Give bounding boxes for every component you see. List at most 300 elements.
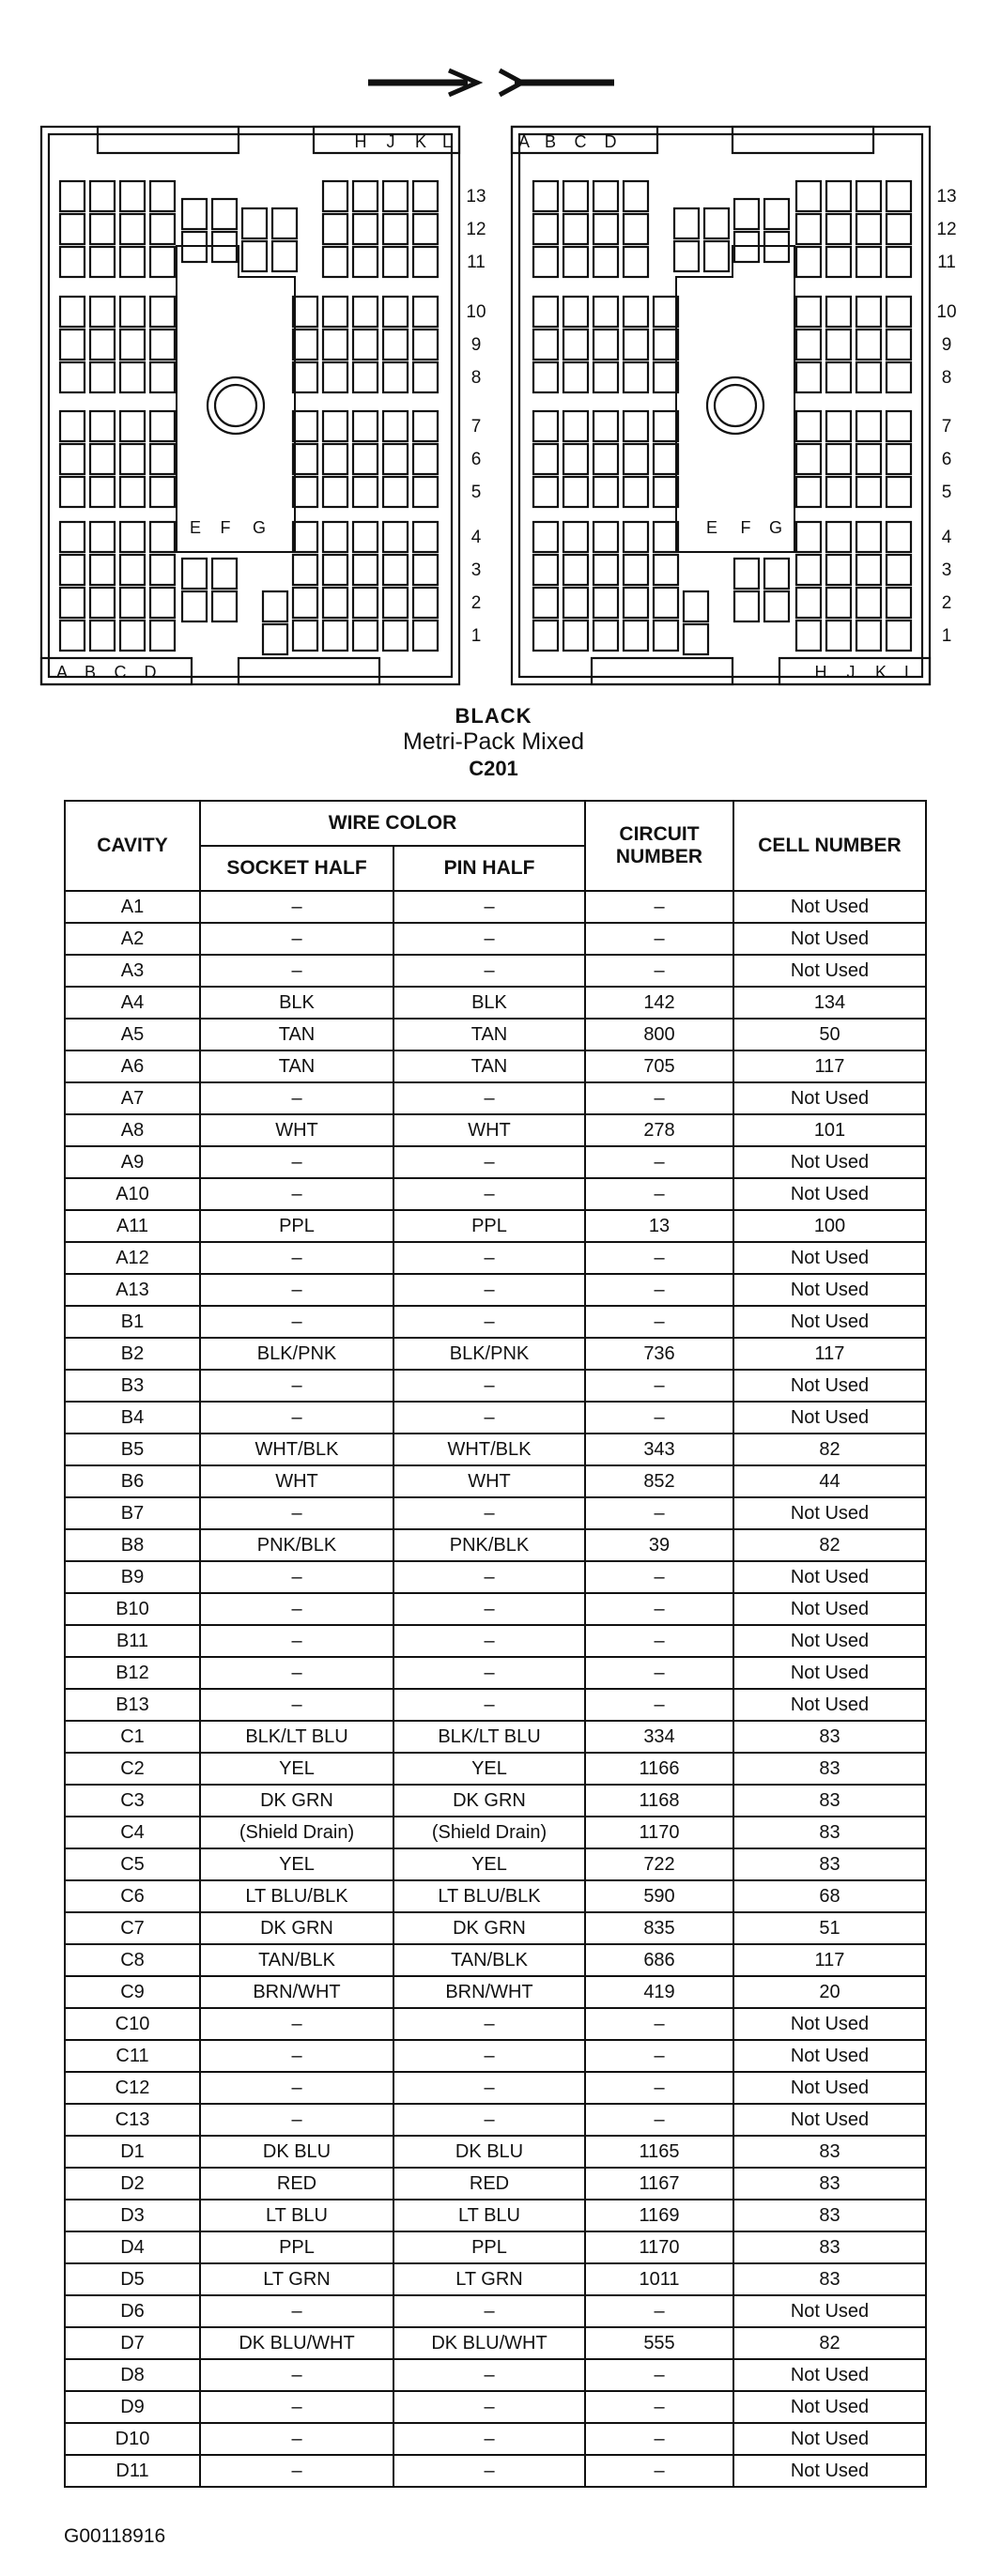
cavity bbox=[826, 330, 851, 360]
cavity bbox=[563, 555, 588, 585]
cell-number-cell: Not Used bbox=[733, 2455, 926, 2487]
cavity bbox=[413, 411, 438, 441]
cavity bbox=[293, 477, 317, 507]
cavity bbox=[120, 181, 145, 211]
cavity-cell: D10 bbox=[65, 2423, 200, 2455]
cavity bbox=[293, 297, 317, 327]
column-letter: D bbox=[144, 663, 157, 682]
cavity bbox=[150, 477, 175, 507]
cell-number-cell: Not Used bbox=[733, 2391, 926, 2423]
cell-number-cell: 83 bbox=[733, 1721, 926, 1753]
circuit-number-cell: – bbox=[585, 1274, 733, 1306]
cavity bbox=[654, 330, 678, 360]
circuit-number-cell: – bbox=[585, 1593, 733, 1625]
circuit-number-cell: 555 bbox=[585, 2327, 733, 2359]
cavity-cell: B9 bbox=[65, 1561, 200, 1593]
cell-number-cell: 83 bbox=[733, 1848, 926, 1880]
cavity bbox=[533, 588, 558, 618]
pin-half-cell: – bbox=[393, 2295, 585, 2327]
cavity bbox=[594, 362, 618, 392]
cell-number-cell: 20 bbox=[733, 1976, 926, 2008]
pin-half-cell: PPL bbox=[393, 1210, 585, 1242]
cavity bbox=[624, 477, 648, 507]
socket-half-cell: RED bbox=[200, 2168, 393, 2200]
cavity bbox=[796, 555, 821, 585]
cavity bbox=[60, 181, 85, 211]
cavity bbox=[533, 362, 558, 392]
table-row bbox=[65, 2168, 926, 2200]
row-number: 7 bbox=[941, 417, 952, 437]
cavity bbox=[856, 477, 881, 507]
table-row bbox=[65, 1146, 926, 1178]
pin-half-cell: BLK/LT BLU bbox=[393, 1721, 585, 1753]
circuit-number-cell: – bbox=[585, 1402, 733, 1434]
cavity bbox=[120, 522, 145, 552]
socket-half-cell: – bbox=[200, 2423, 393, 2455]
cell-number-cell: 82 bbox=[733, 2327, 926, 2359]
circuit-number-cell: – bbox=[585, 2295, 733, 2327]
cavity bbox=[796, 444, 821, 474]
circuit-number-cell: – bbox=[585, 2104, 733, 2136]
circuit-number-cell: – bbox=[585, 1242, 733, 1274]
cavity-cell: D2 bbox=[65, 2168, 200, 2200]
cell-number-cell: 44 bbox=[733, 1465, 926, 1497]
socket-half-cell: – bbox=[200, 1657, 393, 1689]
pin-half-cell: – bbox=[393, 1561, 585, 1593]
cavity bbox=[263, 591, 287, 621]
circuit-number-cell: 334 bbox=[585, 1721, 733, 1753]
pin-half-cell: LT BLU/BLK bbox=[393, 1880, 585, 1912]
column-letter: L bbox=[441, 132, 453, 151]
cavity bbox=[887, 411, 911, 441]
cavity bbox=[413, 555, 438, 585]
cavity bbox=[887, 477, 911, 507]
pin-half-cell: – bbox=[393, 923, 585, 955]
cavity bbox=[796, 362, 821, 392]
row-number: 11 bbox=[937, 253, 956, 272]
top-latch-tab bbox=[733, 127, 873, 153]
column-letter: G bbox=[768, 518, 783, 537]
cavity bbox=[413, 247, 438, 277]
cell-number-cell: 117 bbox=[733, 1944, 926, 1976]
cavity bbox=[654, 362, 678, 392]
cavity bbox=[563, 588, 588, 618]
cavity bbox=[150, 444, 175, 474]
cavity bbox=[704, 208, 729, 238]
pin-half-cell: – bbox=[393, 1593, 585, 1625]
cavity bbox=[323, 621, 347, 651]
cavity bbox=[624, 247, 648, 277]
cavity bbox=[60, 411, 85, 441]
cavity bbox=[90, 362, 115, 392]
circuit-number-cell: – bbox=[585, 2455, 733, 2487]
cavity bbox=[413, 522, 438, 552]
cavity bbox=[674, 208, 699, 238]
cavity bbox=[624, 444, 648, 474]
cavity bbox=[353, 411, 378, 441]
cavity-cell: C12 bbox=[65, 2072, 200, 2104]
pin-half-cell: DK BLU bbox=[393, 2136, 585, 2168]
cell-number-cell: 83 bbox=[733, 2168, 926, 2200]
circuit-number-cell: 1011 bbox=[585, 2263, 733, 2295]
cavity bbox=[383, 477, 408, 507]
socket-half-cell: – bbox=[200, 1242, 393, 1274]
circuit-number-cell: – bbox=[585, 955, 733, 987]
cell-number-cell: Not Used bbox=[733, 2072, 926, 2104]
circuit-number-cell: – bbox=[585, 2072, 733, 2104]
cavity-cell: B12 bbox=[65, 1657, 200, 1689]
cavity bbox=[563, 181, 588, 211]
cavity bbox=[563, 522, 588, 552]
cell-number-cell: Not Used bbox=[733, 1082, 926, 1114]
cavity bbox=[887, 362, 911, 392]
cavity bbox=[563, 411, 588, 441]
connector-id-label: C201 bbox=[469, 757, 518, 780]
cavity bbox=[887, 330, 911, 360]
table-row bbox=[65, 1753, 926, 1785]
pin-half-cell: PPL bbox=[393, 2231, 585, 2263]
socket-half-cell: LT BLU/BLK bbox=[200, 1880, 393, 1912]
cavity-cell: B8 bbox=[65, 1529, 200, 1561]
circuit-number-cell: 722 bbox=[585, 1848, 733, 1880]
table-row bbox=[65, 2423, 926, 2455]
cavity bbox=[242, 241, 267, 271]
cavity bbox=[624, 522, 648, 552]
cavity bbox=[353, 330, 378, 360]
socket-half-cell: – bbox=[200, 2295, 393, 2327]
circuit-number-header bbox=[585, 801, 733, 891]
column-letter: B bbox=[544, 132, 557, 151]
cavity bbox=[182, 591, 207, 621]
cavity-cell: A1 bbox=[65, 891, 200, 923]
table-row bbox=[65, 1274, 926, 1306]
cavity bbox=[120, 214, 145, 244]
cavity bbox=[293, 411, 317, 441]
cavity bbox=[120, 555, 145, 585]
cavity bbox=[594, 411, 618, 441]
cell-number-cell: Not Used bbox=[733, 1370, 926, 1402]
cavity bbox=[654, 411, 678, 441]
cavity bbox=[856, 588, 881, 618]
socket-half-cell: – bbox=[200, 1370, 393, 1402]
cavity bbox=[563, 477, 588, 507]
socket-half-cell: – bbox=[200, 2072, 393, 2104]
table-row bbox=[65, 1944, 926, 1976]
cavity bbox=[323, 181, 347, 211]
cavity bbox=[533, 555, 558, 585]
cavity bbox=[323, 214, 347, 244]
cavity bbox=[856, 247, 881, 277]
circuit-number-cell: 419 bbox=[585, 1976, 733, 2008]
cell-number-cell: 68 bbox=[733, 1880, 926, 1912]
row-number: 4 bbox=[941, 528, 952, 547]
cavity-cell: A11 bbox=[65, 1210, 200, 1242]
cell-number-cell: 83 bbox=[733, 1785, 926, 1817]
table-row bbox=[65, 1082, 926, 1114]
socket-half-cell: – bbox=[200, 1625, 393, 1657]
cavity bbox=[120, 330, 145, 360]
cell-number-cell: Not Used bbox=[733, 1274, 926, 1306]
socket-half-cell: YEL bbox=[200, 1753, 393, 1785]
circuit-number-cell: – bbox=[585, 1561, 733, 1593]
pin-half-cell: – bbox=[393, 2008, 585, 2040]
socket-half-cell: – bbox=[200, 1146, 393, 1178]
cavity bbox=[323, 477, 347, 507]
table-row bbox=[65, 1561, 926, 1593]
cavity bbox=[684, 624, 708, 654]
cavity-cell: D4 bbox=[65, 2231, 200, 2263]
cavity bbox=[120, 588, 145, 618]
circuit-number-cell: 278 bbox=[585, 1114, 733, 1146]
connector-type-label: Metri-Pack Mixed bbox=[402, 728, 585, 755]
socket-half-cell: – bbox=[200, 1561, 393, 1593]
column-letter: F bbox=[740, 518, 751, 537]
table-row bbox=[65, 2072, 926, 2104]
cavity bbox=[293, 588, 317, 618]
pin-half-cell: – bbox=[393, 1274, 585, 1306]
cavity bbox=[60, 214, 85, 244]
cavity bbox=[796, 477, 821, 507]
pin-half-cell: – bbox=[393, 1306, 585, 1338]
socket-half-cell: DK BLU bbox=[200, 2136, 393, 2168]
left-arrow-tail bbox=[500, 70, 522, 95]
pin-half-cell: – bbox=[393, 1242, 585, 1274]
cavity bbox=[120, 621, 145, 651]
cavity bbox=[684, 591, 708, 621]
column-letter: K bbox=[414, 132, 427, 151]
cavity bbox=[887, 588, 911, 618]
circuit-number-cell: – bbox=[585, 1082, 733, 1114]
cavity bbox=[674, 241, 699, 271]
cell-number-cell: 117 bbox=[733, 1338, 926, 1370]
circuit-number-cell: 1168 bbox=[585, 1785, 733, 1817]
cavity bbox=[624, 411, 648, 441]
pin-half-cell: (Shield Drain) bbox=[393, 1817, 585, 1848]
cavity bbox=[90, 477, 115, 507]
cell-number-cell: Not Used bbox=[733, 2295, 926, 2327]
row-number: 6 bbox=[470, 450, 482, 469]
table-row bbox=[65, 1242, 926, 1274]
cavity-cell: B5 bbox=[65, 1434, 200, 1465]
cavity bbox=[413, 444, 438, 474]
cavity-cell: C10 bbox=[65, 2008, 200, 2040]
circuit-number-cell: 13 bbox=[585, 1210, 733, 1242]
cavity bbox=[353, 588, 378, 618]
cavity bbox=[594, 522, 618, 552]
cavity-pinout-table bbox=[64, 800, 927, 2488]
cavity bbox=[594, 555, 618, 585]
row-number: 10 bbox=[466, 302, 486, 322]
cavity-cell: A4 bbox=[65, 987, 200, 1019]
column-letter: J bbox=[846, 663, 856, 682]
cavity bbox=[654, 621, 678, 651]
cavity bbox=[704, 241, 729, 271]
circuit-number-cell: 852 bbox=[585, 1465, 733, 1497]
circuit-number-cell: – bbox=[585, 1497, 733, 1529]
cavity bbox=[242, 208, 267, 238]
cavity bbox=[654, 297, 678, 327]
cavity-cell: A13 bbox=[65, 1274, 200, 1306]
cavity bbox=[293, 330, 317, 360]
cavity bbox=[796, 411, 821, 441]
cavity bbox=[594, 214, 618, 244]
cavity-cell: A2 bbox=[65, 923, 200, 955]
cavity bbox=[60, 555, 85, 585]
column-letter: A bbox=[517, 132, 531, 151]
cell-number-cell: 83 bbox=[733, 1753, 926, 1785]
table-row bbox=[65, 2104, 926, 2136]
cavity bbox=[856, 411, 881, 441]
center-boss-inner bbox=[715, 385, 756, 426]
cavity bbox=[826, 477, 851, 507]
table-row bbox=[65, 955, 926, 987]
row-number: 3 bbox=[941, 560, 952, 580]
cavity bbox=[150, 411, 175, 441]
cavity bbox=[383, 330, 408, 360]
cavity bbox=[563, 444, 588, 474]
cavity bbox=[90, 588, 115, 618]
cavity bbox=[413, 297, 438, 327]
cavity bbox=[293, 555, 317, 585]
pin-half-cell: – bbox=[393, 1689, 585, 1721]
pin-half-cell: DK GRN bbox=[393, 1785, 585, 1817]
table-row bbox=[65, 2040, 926, 2072]
cavity bbox=[654, 522, 678, 552]
socket-half-cell: PNK/BLK bbox=[200, 1529, 393, 1561]
socket-half-cell: – bbox=[200, 1274, 393, 1306]
table-row bbox=[65, 1434, 926, 1465]
cavity bbox=[826, 444, 851, 474]
cavity bbox=[624, 588, 648, 618]
cell-number-header: CELL NUMBER bbox=[733, 801, 926, 891]
cell-number-cell: 100 bbox=[733, 1210, 926, 1242]
cavity bbox=[624, 330, 648, 360]
socket-half-cell: TAN bbox=[200, 1050, 393, 1082]
cavity bbox=[383, 247, 408, 277]
cavity bbox=[353, 247, 378, 277]
cavity bbox=[594, 621, 618, 651]
circuit-number-cell: 1169 bbox=[585, 2200, 733, 2231]
cell-number-cell: 83 bbox=[733, 2263, 926, 2295]
cell-number-cell: 83 bbox=[733, 2231, 926, 2263]
table-row bbox=[65, 1050, 926, 1082]
socket-half-cell: (Shield Drain) bbox=[200, 1817, 393, 1848]
cavity bbox=[90, 214, 115, 244]
cavity bbox=[533, 522, 558, 552]
cavity bbox=[90, 621, 115, 651]
cavity bbox=[624, 621, 648, 651]
cavity bbox=[826, 214, 851, 244]
cavity bbox=[353, 362, 378, 392]
column-letter: K bbox=[874, 663, 887, 682]
cavity bbox=[533, 411, 558, 441]
cell-number-cell: 83 bbox=[733, 2200, 926, 2231]
pin-half-cell: WHT bbox=[393, 1465, 585, 1497]
cavity bbox=[563, 621, 588, 651]
cavity-cell: B4 bbox=[65, 1402, 200, 1434]
table-row bbox=[65, 1338, 926, 1370]
cavity bbox=[383, 411, 408, 441]
bottom-latch-tab bbox=[592, 658, 733, 684]
cavity bbox=[263, 624, 287, 654]
cell-number-cell: Not Used bbox=[733, 891, 926, 923]
socket-half-cell: – bbox=[200, 1402, 393, 1434]
cavity bbox=[90, 247, 115, 277]
cell-number-cell: Not Used bbox=[733, 923, 926, 955]
cavity bbox=[323, 297, 347, 327]
row-number: 11 bbox=[467, 253, 486, 272]
pin-half-cell: – bbox=[393, 2104, 585, 2136]
cavity-table-body bbox=[65, 891, 926, 2487]
cavity bbox=[887, 555, 911, 585]
column-letter: G bbox=[252, 518, 267, 537]
cavity-cell: C7 bbox=[65, 1912, 200, 1944]
row-number: 13 bbox=[936, 187, 957, 207]
socket-half-cell: – bbox=[200, 1178, 393, 1210]
socket-half-cell: TAN bbox=[200, 1019, 393, 1050]
cavity bbox=[323, 247, 347, 277]
cavity bbox=[654, 588, 678, 618]
pin-half-cell: – bbox=[393, 1082, 585, 1114]
cavity bbox=[60, 588, 85, 618]
cavity bbox=[533, 477, 558, 507]
cavity-cell: A8 bbox=[65, 1114, 200, 1146]
cavity bbox=[150, 621, 175, 651]
socket-half-cell: – bbox=[200, 1306, 393, 1338]
cavity-cell: D1 bbox=[65, 2136, 200, 2168]
cavity bbox=[796, 588, 821, 618]
cell-number-cell: Not Used bbox=[733, 2104, 926, 2136]
circuit-number-cell: 142 bbox=[585, 987, 733, 1019]
cavity bbox=[624, 181, 648, 211]
cavity bbox=[60, 362, 85, 392]
circuit-number-cell: 1167 bbox=[585, 2168, 733, 2200]
circuit-number-cell: 343 bbox=[585, 1434, 733, 1465]
row-number: 12 bbox=[466, 220, 486, 239]
table-row bbox=[65, 2263, 926, 2295]
circuit-number-cell: – bbox=[585, 2040, 733, 2072]
cavity bbox=[856, 330, 881, 360]
cavity bbox=[624, 297, 648, 327]
cavity bbox=[323, 522, 347, 552]
cavity bbox=[120, 297, 145, 327]
cavity-cell: A3 bbox=[65, 955, 200, 987]
cavity-cell: D9 bbox=[65, 2391, 200, 2423]
socket-half-cell: – bbox=[200, 2455, 393, 2487]
cavity bbox=[212, 199, 237, 229]
pin-half-cell: – bbox=[393, 2423, 585, 2455]
cell-number-cell: Not Used bbox=[733, 2008, 926, 2040]
cavity bbox=[60, 297, 85, 327]
cavity-cell: B13 bbox=[65, 1689, 200, 1721]
table-row bbox=[65, 2391, 926, 2423]
column-letter: E bbox=[705, 518, 718, 537]
cell-number-cell: 83 bbox=[733, 1817, 926, 1848]
column-letter: B bbox=[84, 663, 97, 682]
circuit-number-cell: – bbox=[585, 1306, 733, 1338]
cavity bbox=[413, 477, 438, 507]
cavity bbox=[323, 411, 347, 441]
pin-half-cell: WHT/BLK bbox=[393, 1434, 585, 1465]
pin-half-cell: – bbox=[393, 955, 585, 987]
table-row bbox=[65, 1785, 926, 1817]
cell-number-cell: Not Used bbox=[733, 1178, 926, 1210]
cell-number-cell: 134 bbox=[733, 987, 926, 1019]
cell-number-cell: Not Used bbox=[733, 2423, 926, 2455]
cavity-cell: D8 bbox=[65, 2359, 200, 2391]
cavity-cell: C5 bbox=[65, 1848, 200, 1880]
socket-half-cell: LT GRN bbox=[200, 2263, 393, 2295]
